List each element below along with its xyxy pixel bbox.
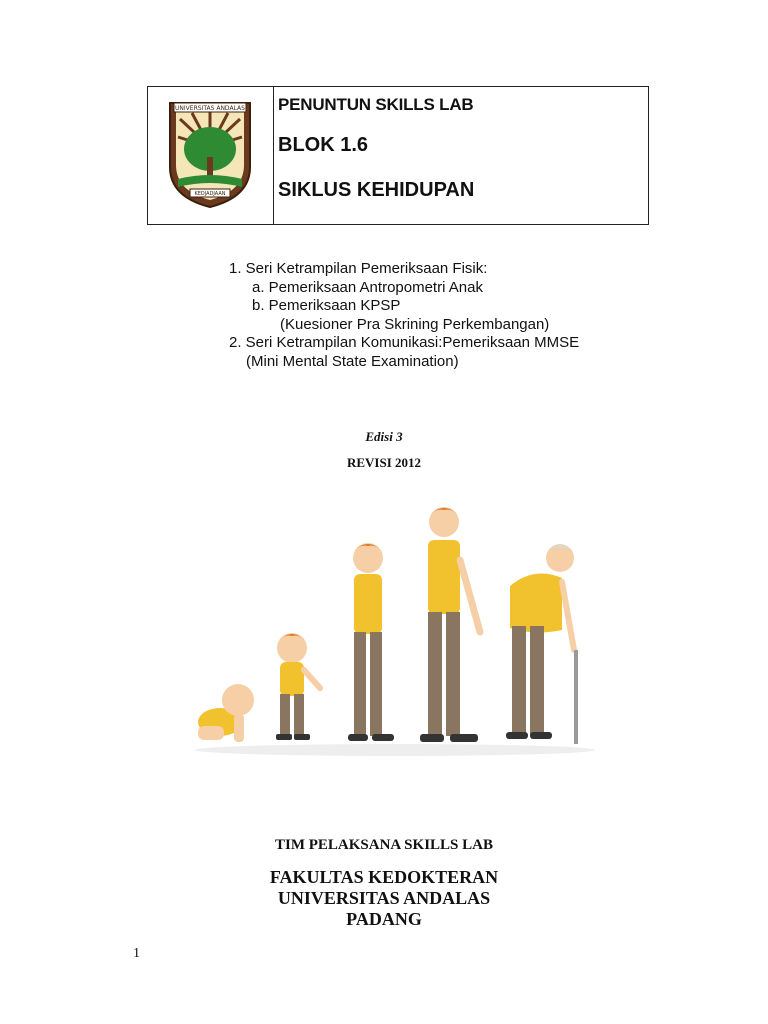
list-item-1b-note: (Kuesioner Pra Skrining Perkembangan) bbox=[280, 315, 550, 333]
child-figure bbox=[348, 543, 394, 741]
faculty-name: FAKULTAS KEDOKTERAN bbox=[269, 867, 499, 887]
list-item-1: 1. Seri Ketrampilan Pemeriksaan Fisik: bbox=[229, 260, 488, 277]
block-title: BLOK 1.6 bbox=[278, 134, 369, 156]
logo-text-bottom: KEDJADJAAN bbox=[194, 191, 226, 197]
revision-label: REVISI 2012 bbox=[346, 455, 422, 470]
manual-title: PENUNTUN SKILLS LAB bbox=[278, 95, 474, 114]
elder-figure bbox=[506, 544, 576, 744]
adult-figure bbox=[420, 507, 480, 742]
logo-text-top: UNIVERSITAS ANDALAS bbox=[175, 105, 245, 112]
life-cycle-illustration bbox=[190, 500, 600, 760]
logo-cell bbox=[148, 87, 274, 224]
baby-figure bbox=[198, 684, 254, 742]
toddler-figure bbox=[276, 633, 320, 740]
institution-block bbox=[0, 867, 768, 930]
list-item-1b: b. Pemeriksaan KPSP bbox=[252, 297, 401, 314]
city-name: PADANG bbox=[346, 909, 422, 929]
team-label: TIM PELAKSANA SKILLS LAB bbox=[275, 837, 493, 853]
list-item-1a: a. Pemeriksaan Antropometri Anak bbox=[252, 278, 483, 296]
title-block bbox=[147, 86, 649, 225]
title-cell bbox=[278, 87, 648, 224]
list-item-2: 2. Seri Ketrampilan Komunikasi:Pemeriksaan MMSE bbox=[229, 334, 580, 351]
university-logo bbox=[166, 97, 254, 209]
contents-list bbox=[229, 260, 579, 371]
university-name: UNIVERSITAS ANDALAS bbox=[277, 888, 491, 908]
edition-label: Edisi 3 bbox=[365, 429, 403, 444]
topic-title: SIKLUS KEHIDUPAN bbox=[278, 179, 475, 201]
list-item-2-note: (Mini Mental State Examination) bbox=[246, 352, 459, 370]
page-number: 1 bbox=[133, 946, 140, 961]
